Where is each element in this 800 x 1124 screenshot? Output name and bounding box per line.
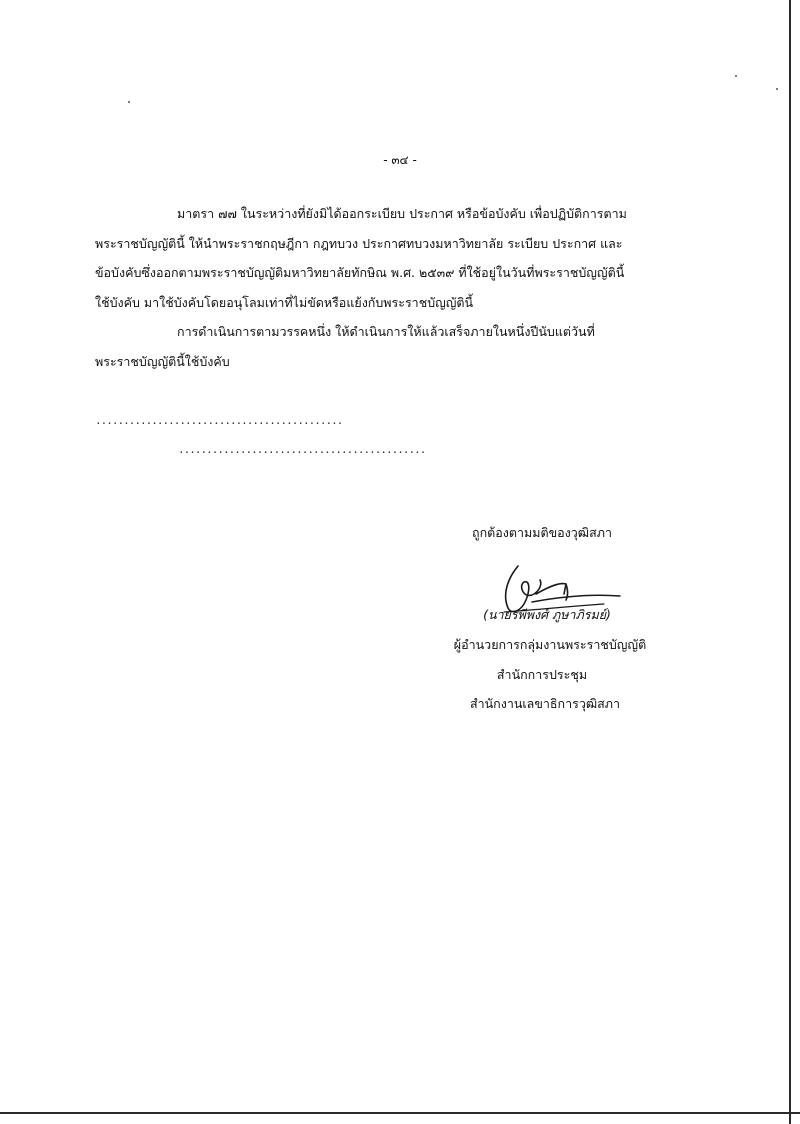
scan-edge-right: [789, 0, 791, 1124]
signatory-position: ผู้อำนวยการกลุ่มงานพระราชบัญญัติ: [453, 637, 647, 652]
signatory-organization: สำนักงานเลขาธิการวุฒิสภา: [469, 696, 621, 711]
body-line-6: พระราชบัญญัตินี้ใช้บังคับ: [95, 354, 230, 369]
signatory-name: (นายรพีพงศ์ ภูษาภิรมย์): [483, 607, 611, 622]
dotted-line-2: ............................................: [178, 443, 426, 456]
body-line-4: ใช้บังคับ มาใช้บังคับโดยอนุโลมเท่าที่ไม่ขัดหรือแย้งกับพระราชบัญญัตินี้: [95, 295, 474, 310]
scan-speck: [776, 88, 778, 90]
dotted-line-1: ............................................: [95, 414, 343, 427]
scan-speck: [735, 75, 737, 77]
body-line-2: พระราชบัญญัตินี้ ให้นำพระราชกฤษฎีกา กฎทบวง ประกาศทบวงมหาวิทยาลัย ระเบียบ ประกาศ และ: [95, 236, 623, 251]
scan-speck: [128, 101, 130, 103]
body-line-1: มาตรา ๗๗ ในระหว่างที่ยังมิได้ออกระเบียบ ประกาศ หรือข้อบังคับ เพื่อปฏิบัติการตาม: [177, 206, 627, 221]
scan-edge-bottom: [0, 1112, 800, 1114]
page-number: - ๓๔ -: [383, 153, 417, 167]
body-line-5: การดำเนินการตามวรรคหนึ่ง ให้ดำเนินการให้แล้วเสร็จภายในหนึ่งปีนับแต่วันที่: [177, 324, 595, 339]
signatory-office: สำนักการประชุม: [496, 667, 588, 682]
certification-statement: ถูกต้องตามมติของวุฒิสภา: [472, 525, 612, 540]
body-line-3: ข้อบังคับซึ่งออกตามพระราชบัญญัติมหาวิทยาลัยทักษิณ พ.ศ. ๒๕๓๙ ที่ใช้อยู่ในวันที่พระราชบัญญัตินี้: [95, 265, 625, 280]
